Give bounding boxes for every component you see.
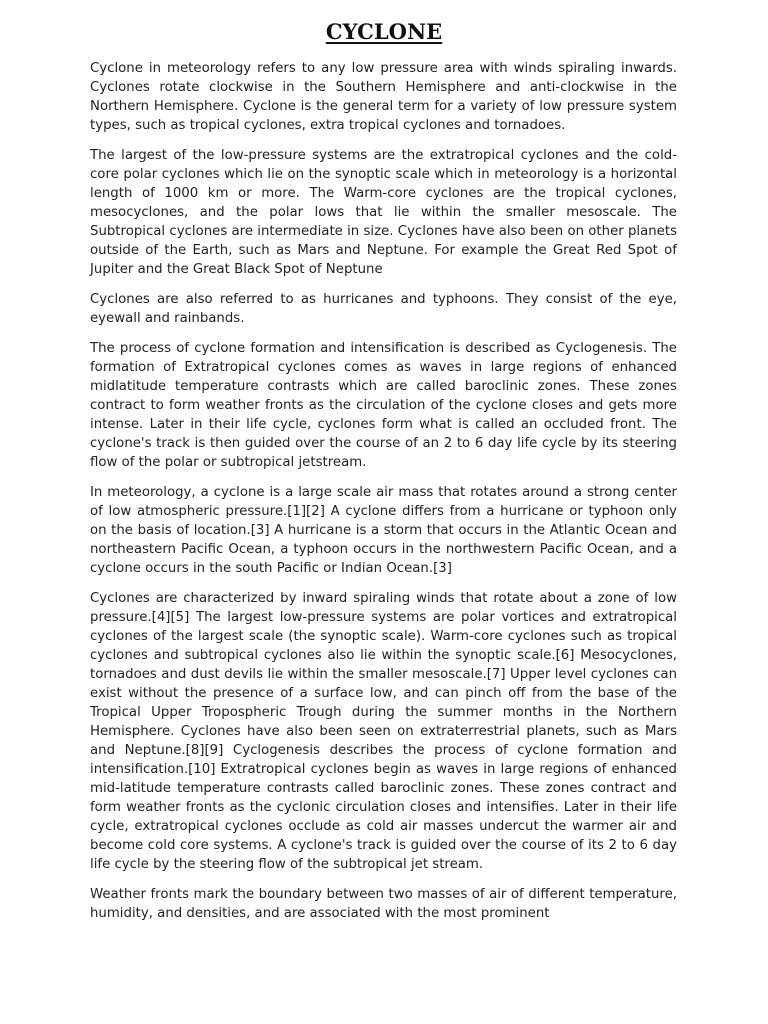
document-title-text: CYCLONE bbox=[325, 19, 443, 44]
paragraph-2: The largest of the low-pressure systems are the extratropical cyclones and the cold-core polar cyclones which lie on the synoptic scale which in meteorology is a horizontal length of 1000 km or more. The Warm-core cyclones are the tropical cyclones, mesocyclones, and the polar lows that lie within the smaller mesoscale. The Subtropical cyclones are intermediate in size. Cyclones have also been on other planets outside of the Earth, such as Mars and Neptune. For example the Great Red Spot of Jupiter and the Great Black Spot of Neptune bbox=[90, 148, 677, 277]
paragraph-3: Cyclones are also referred to as hurricanes and typhoons. They consist of the eye, eyewall and rainbands. bbox=[90, 292, 677, 326]
paragraph-1: Cyclone in meteorology refers to any low pressure area with winds spiraling inwards. Cyclones rotate clockwise in the Southern Hemisphere and anti-clockwise in the Northern Hemisphere. Cyclone is the general term for a variety of low pressure system types, such as tropical cyclones, extra tropical cyclones and tornadoes. bbox=[90, 61, 677, 133]
document-body bbox=[90, 59, 677, 934]
paragraph-7: Weather fronts mark the boundary between two masses of air of different temperature, humidity, and densities, and are associated with the most prominent bbox=[90, 887, 677, 921]
paragraph-6: Cyclones are characterized by inward spiraling winds that rotate about a zone of low pressure.[4][5] The largest low-pressure systems are polar vortices and extratropical cyclones of the largest scale (the synoptic scale). Warm-core cyclones such as tropical cyclones and subtropical cyclones also lie within the synoptic scale.[6] Mesocyclones, tornadoes and dust devils lie within the smaller mesoscale.[7] Upper level cyclones can exist without the presence of a surface low, and can pinch off from the base of the Tropical Upper Tropospheric Trough during the summer months in the Northern Hemisphere. Cyclones have also been seen on extraterrestrial planets, such as Mars and Neptune.[8][9] Cyclogenesis describes the process of cyclone formation and intensification.[10] Extratropical cyclones begin as waves in large regions of enhanced mid-latitude temperature contrasts called baroclinic zones. These zones contract and form weather fronts as the cyclonic circulation closes and intensifies. Later in their life cycle, extratropical cyclones occlude as cold air masses undercut the warmer air and become cold core systems. A cyclone's track is guided over the course of its 2 to 6 day life cycle by the steering flow of the subtropical jet stream. bbox=[90, 591, 677, 872]
paragraph-4: The process of cyclone formation and intensification is described as Cyclogenesis. The formation of Extratropical cyclones comes as waves in large regions of enhanced midlatitude temperature contrasts which are called baroclinic zones. These zones contract to form weather fronts as the circulation of the cyclone closes and gets more intense. Later in their life cycle, cyclones form what is called an occluded front. The cyclone's track is then guided over the course of an 2 to 6 day life cycle by its steering flow of the polar or subtropical jetstream. bbox=[90, 341, 677, 470]
paragraph-5: In meteorology, a cyclone is a large scale air mass that rotates around a strong center of low atmospheric pressure.[1][2] A cyclone differs from a hurricane or typhoon only on the basis of location.[3] A hurricane is a storm that occurs in the Atlantic Ocean and northeastern Pacific Ocean, a typhoon occurs in the northwestern Pacific Ocean, and a cyclone occurs in the south Pacific or Indian Ocean.[3] bbox=[90, 485, 677, 576]
document-title bbox=[0, 18, 768, 46]
